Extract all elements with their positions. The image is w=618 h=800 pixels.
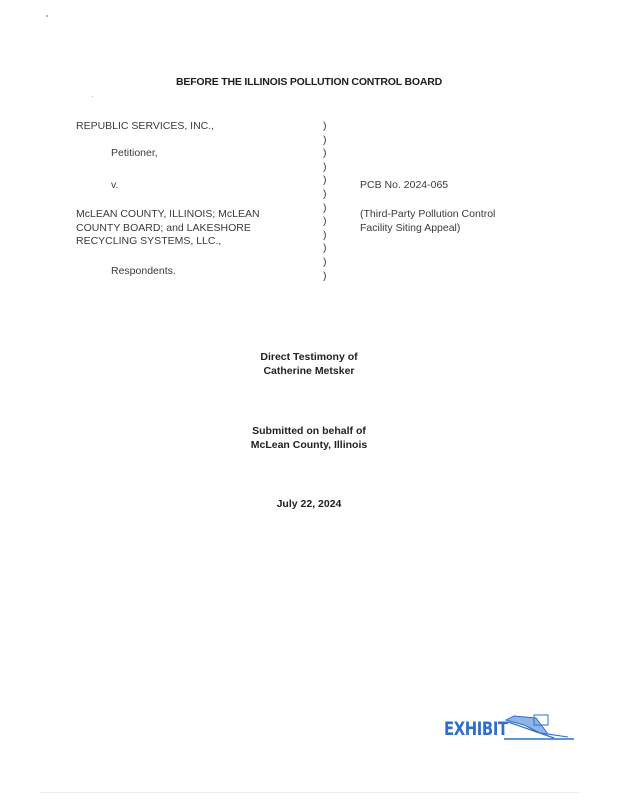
exhibit-tab-icon	[444, 712, 576, 746]
submission-line-1: Submitted on behalf of	[252, 425, 366, 437]
paren: )	[323, 201, 327, 214]
submission-party: McLean County, Illinois	[250, 439, 368, 451]
testimony-witness-name: Catherine Metsker	[263, 365, 355, 377]
caption-parentheses	[323, 120, 327, 283]
paren: )	[323, 228, 327, 241]
paren: )	[323, 255, 327, 268]
testimony-title	[0, 350, 618, 378]
document-date: July 22, 2024	[276, 498, 342, 510]
petitioner-role: Petitioner,	[111, 147, 158, 159]
appeal-type-line-2: Facility Siting Appeal)	[360, 221, 461, 234]
paren: )	[323, 215, 327, 228]
testimony-title-line-1: Direct Testimony of	[260, 351, 358, 363]
paren: )	[323, 269, 327, 282]
scan-speck	[46, 15, 48, 17]
paren: )	[323, 120, 327, 132]
paren: )	[323, 242, 327, 255]
respondents-line-2: COUNTY BOARD; and LAKESHORE	[76, 221, 251, 234]
paren: )	[323, 160, 327, 173]
scan-edge	[40, 792, 580, 793]
scan-speck	[92, 96, 93, 97]
versus-label: v.	[111, 179, 119, 191]
petitioner-name: REPUBLIC SERVICES, INC.,	[76, 120, 215, 132]
respondents-role: Respondents.	[111, 265, 176, 277]
paren: )	[323, 174, 327, 187]
paren: )	[323, 147, 327, 160]
board-heading: BEFORE THE ILLINOIS POLLUTION CONTROL BOARD	[176, 76, 442, 88]
exhibit-label: EXHIBIT	[444, 718, 508, 740]
paren: )	[323, 133, 327, 146]
appeal-type-line-1: (Third-Party Pollution Control	[360, 208, 496, 220]
submission-block	[0, 424, 618, 452]
exhibit-stamp	[444, 712, 576, 746]
respondents-line-1: McLEAN COUNTY, ILLINOIS; McLEAN	[76, 208, 260, 220]
case-number: PCB No. 2024-065	[360, 179, 449, 191]
paren: )	[323, 187, 327, 200]
respondents-line-3: RECYCLING SYSTEMS, LLC.,	[76, 235, 222, 248]
